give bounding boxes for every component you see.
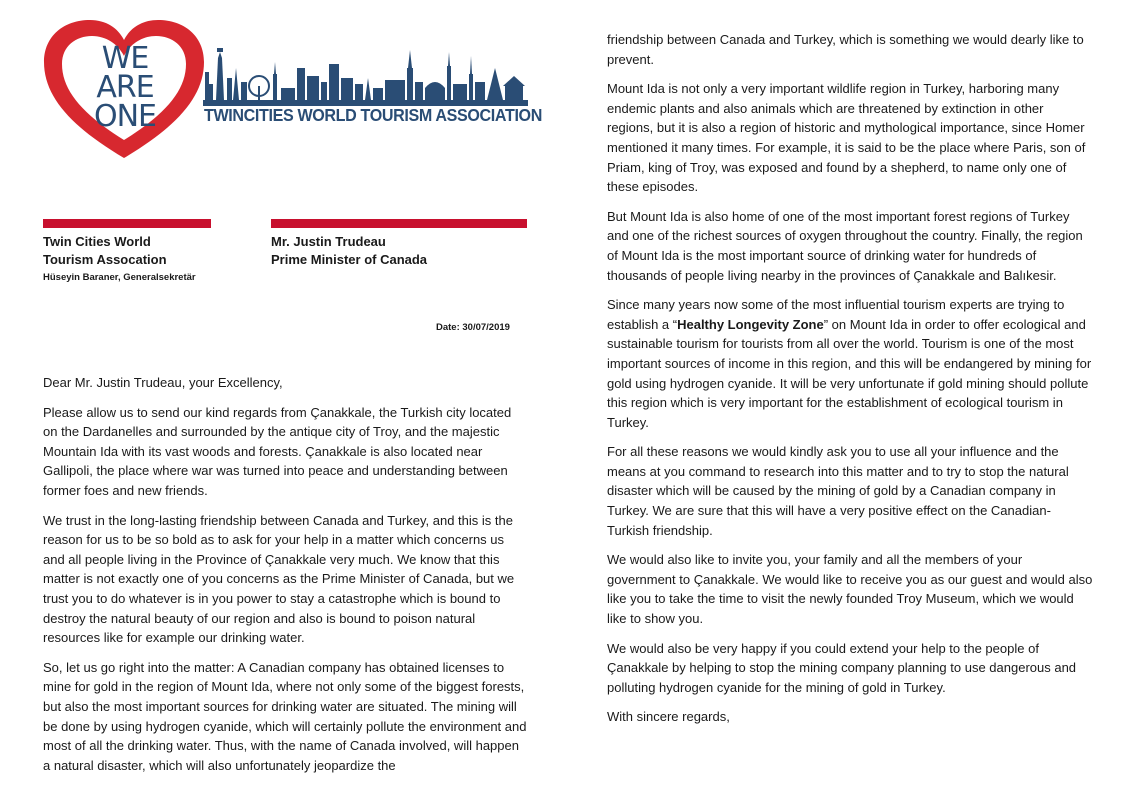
logo-slogan <box>92 41 158 134</box>
recipient-line-1: Mr. Justin Trudeau <box>271 234 386 249</box>
healthy-longevity-zone-term: Healthy Longevity Zone <box>677 316 824 332</box>
paragraph-4: Mount Ida is not only a very important wildlife region in Turkey, harboring many endemic plants and also animals which are threatened by extinction in other regions, but it is also a region of historic and mythological importance, since Homer mentioned it many times. For example, it is said to be the place where Paris, son of Priam, king of Troy, was exposed and found by a shepherd, to name only one of these episodes. <box>607 81 1086 195</box>
letter-body-right-column <box>607 30 1093 737</box>
paragraph-3: So, let us go right into the matter: A Canadian company has obtained licenses to mine for gold in the region of Mount Ida, where not only some of the biggest forests, but also the most important sources for drinking water are situated. The mining will be done by using hydrogen cyanide, which will certainly pollute the environment and most of all the drinking water. Thus, with the name of Canada involved, will happen a natural disaster, which will also unfortunately jeopardize the <box>43 659 527 773</box>
logo-slogan-line-3: ONE <box>93 99 156 134</box>
sender-divider <box>43 219 211 228</box>
paragraph-5: But Mount Ida is also home of one of the most important forest regions of Turkey and one of the richest sources of oxygen throughout the country. Finally, the region of Mount Ida is the most important source of drinking water for hundreds of thousands of people living nearby in the provinces of Çanakkale and Balıkesir. <box>607 208 1083 283</box>
letter-date: Date: 30/07/2019 <box>436 322 510 333</box>
sender-signatory: Hüseyin Baraner, Generalsekretär <box>43 272 196 283</box>
recipient-block <box>271 233 427 269</box>
letter-body-left-column <box>43 373 528 785</box>
paragraph-3-continued: friendship between Canada and Turkey, which is something we would dearly like to prevent. <box>607 32 1084 67</box>
association-name: TWINCITIES WORLD TOURISM ASSOCIATION <box>204 105 542 125</box>
paragraph-6 <box>607 295 1093 432</box>
sender-line-2: Tourism Assocation <box>43 252 167 267</box>
salutation: Dear Mr. Justin Trudeau, your Excellency, <box>43 375 283 390</box>
paragraph-1: Please allow us to send our kind regards from Çanakkale, the Turkish city located on the Dardanelles and surrounded by the antique city of Troy, and the majestic Mountain Ida with its vast woods and forests. Çanakkale is also located near Gallipoli, the place where war was turned into peace and understanding between former foes and new friends. <box>43 404 512 498</box>
paragraph-7: For all these reasons we would kindly ask you to use all your influence and the means at you command to research into this matter and to try to stop the natural disaster which will be caused by the mining of gold by a Canadian company in Turkey. We are sure that this will have a very positive effect on the Canadian-Turkish friendship. <box>607 444 1069 538</box>
recipient-divider <box>271 219 527 228</box>
sender-line-1: Twin Cities World <box>43 234 151 249</box>
paragraph-6-end: ” on Mount Ida in order to offer ecological and sustainable tourism for tourists from all over the world. Tourism is one of the most important sources of income in this region, and this will be endangered by mining for gold using hydrogen cyanide. It will be very unfortunate if gold mining should pollute this region which is very important for the establishment of ecological tourism in Turkey. <box>607 316 1092 430</box>
paragraph-6-start: Since many years now some of the most influential tourism experts are trying to establish a “ <box>607 297 1065 332</box>
paragraph-8: We would also like to invite you, your family and all the members of your government to Çanakkale. We would like to receive you as our guest and would also like you to take the time to visit the newly founded Troy Museum, which we would like to show you. <box>607 552 1093 627</box>
logo-slogan-line-2: ARE <box>96 70 154 105</box>
paragraph-2: We trust in the long-lasting friendship between Canada and Turkey, and this is the reason for us to be so bold as to ask for your help in a matter which concerns us and all people living in the Province of Çanakkale very much. We know that this matter is not exactly one of you concerns as the Prime Minister of Canada, but we trust you to do whatever is in you power to stay a catastrophe which is bound to destroy the natural beauty of our region and also is bound to poison natural resources like for example our drinking water. <box>43 512 515 646</box>
logo-slogan-line-1: WE <box>101 41 149 76</box>
recipient-line-2: Prime Minister of Canada <box>271 252 428 267</box>
sender-block <box>43 233 196 287</box>
closing: With sincere regards, <box>607 709 730 725</box>
paragraph-9: We would also be very happy if you could extend your help to the people of Çanakkale by helping to stop the mining company planning to use dangerous and polluting hydrogen cyanide for the mining of gold in Turkey. <box>607 640 1077 695</box>
city-skyline-graphic <box>203 38 528 106</box>
